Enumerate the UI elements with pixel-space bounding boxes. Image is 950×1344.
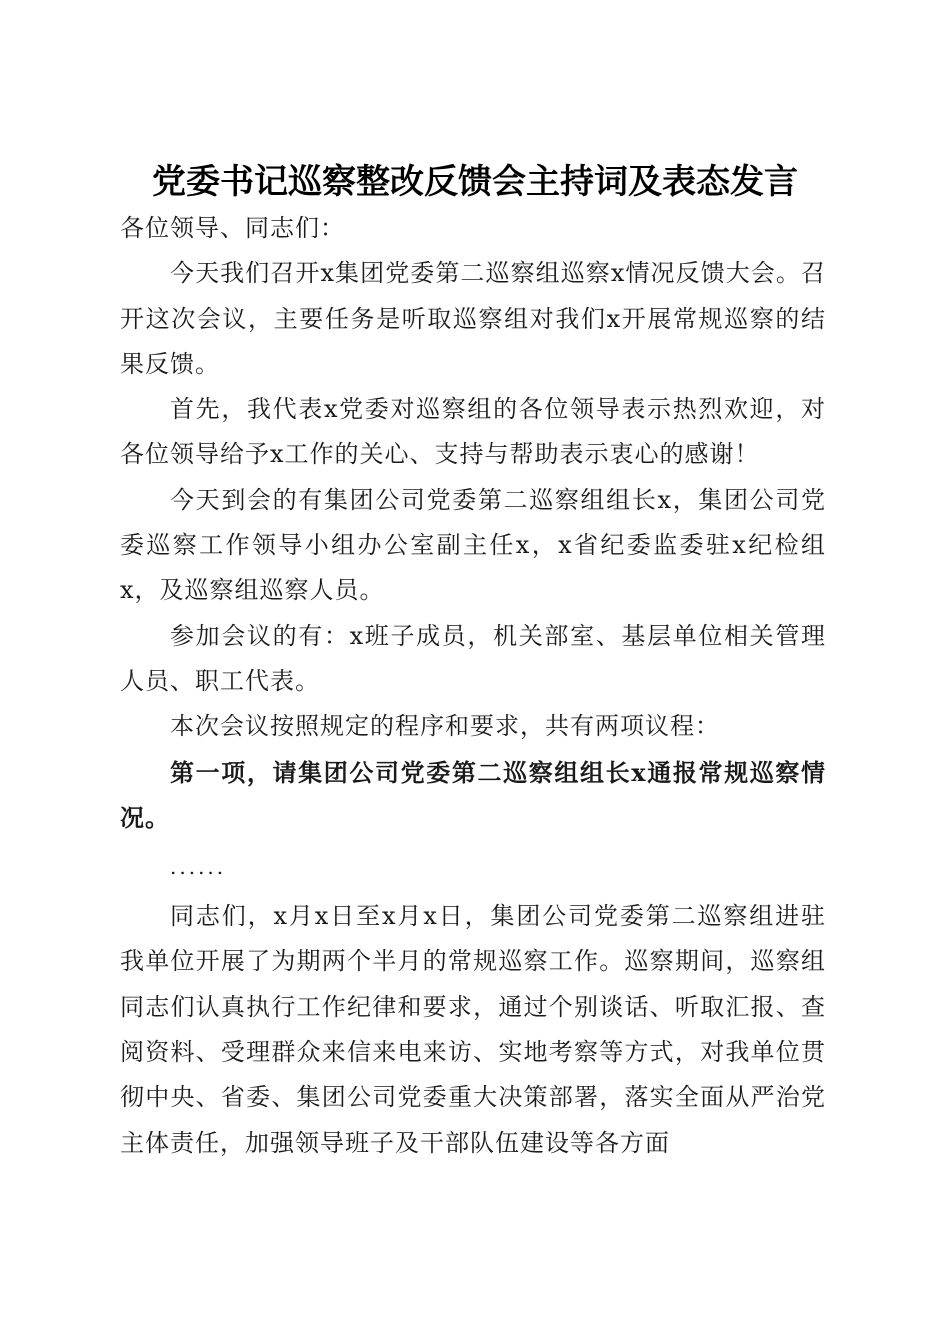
ellipsis: ...... [170,855,227,880]
paragraph-welcome: 首先，我代表x党委对巡察组的各位领导表示热烈欢迎，对各位领导给予x工作的关心、支持与帮助表示衷心的感谢！ [120,395,826,469]
paragraph-attendees-inspection: 今天到会的有集团公司党委第二巡察组组长x，集团公司党委巡察工作领导小组办公室副主任x，x省纪委监委驻x纪检组x，及巡察组巡察人员。 [120,485,826,605]
document-body [120,206,826,1166]
paragraph-agenda-intro: 本次会议按照规定的程序和要求，共有两项议程： [170,712,720,741]
salutation: 各位领导、同志们： [120,214,345,242]
paragraph-closing: 同志们，x月x日至x月x日，集团公司党委第二巡察组进驻我单位开展了为期两个半月的常规巡察工作。巡察期间，巡察组同志们认真执行工作纪律和要求，通过个别谈话、听取汇报、查阅资料、受理群众来信来电来访、实地考察等方式，对我单位贯彻中央、省委、集团公司党委重大决策部署，落实全面从严治党主体责任，加强领导班子及干部队伍建设等各方面 [120,902,826,1157]
agenda-item-1: 第一项，请集团公司党委第二巡察组组长x通报常规巡察情况。 [120,757,826,832]
paragraph-attendees-unit: 参加会议的有：x班子成员，机关部室、基层单位相关管理人员、职工代表。 [120,621,826,695]
document-title: 党委书记巡察整改反馈会主持词及表态发言 [152,161,798,202]
paragraph-opening: 今天我们召开x集团党委第二巡察组巡察x情况反馈大会。召开这次会议，主要任务是听取巡察组对我们x开展常规巡察的结果反馈。 [120,259,826,378]
